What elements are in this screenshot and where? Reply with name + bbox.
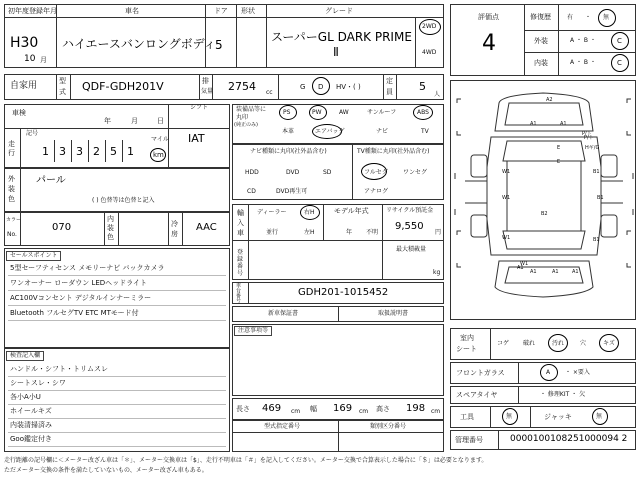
navi-hdd: HDD xyxy=(245,169,259,176)
damage-mark: P/ト xyxy=(582,131,592,137)
equip-title-2: 丸印 xyxy=(236,114,249,121)
damage-mark: B1 xyxy=(593,237,600,243)
exterior-grade-value: C xyxy=(617,37,622,45)
height-label: 高さ xyxy=(376,405,390,413)
height-value: 198 xyxy=(406,403,426,414)
damage-mark: A1 xyxy=(552,269,559,275)
model-year-label: モデル年式 xyxy=(334,207,369,215)
equip-tv: TV xyxy=(421,128,429,135)
score-value: 4 xyxy=(482,31,496,56)
glass-label: フロントガラス xyxy=(456,369,505,377)
damage-mark: W1 xyxy=(502,195,511,201)
width-label: 幅 xyxy=(310,405,317,413)
equip-pw: PW xyxy=(312,109,322,116)
repair-yes: 有 xyxy=(567,14,574,21)
displacement-value: 2754 xyxy=(228,80,256,93)
reg-year: H30 xyxy=(10,35,39,51)
reg-label-1: 登 xyxy=(237,249,244,256)
tv-oneseg: ワンセグ xyxy=(403,169,428,176)
damage-mark: Hギ/G xyxy=(585,145,600,151)
equip-aw: AW xyxy=(339,109,349,116)
record-label: 記号 xyxy=(26,130,39,137)
reg-month: 10 xyxy=(24,54,36,64)
grade-value-line1: スーパーGL DARK PRIME xyxy=(271,30,412,44)
damage-mark: W1 xyxy=(502,235,511,241)
tools-none: 無 xyxy=(506,413,513,420)
mileage-digit: 1 xyxy=(127,145,134,158)
sales-points-title: セールスポイント xyxy=(6,251,61,261)
jack-none: 無 xyxy=(596,413,603,420)
type-label-2: 式 xyxy=(59,88,66,96)
glass-options: ・ ×要入 xyxy=(565,369,590,376)
jack-label: ジャッキ xyxy=(544,413,572,421)
use-label: 自家用 xyxy=(10,81,38,91)
damage-mark: W1 xyxy=(520,261,529,267)
ext-color-label-3: 色 xyxy=(8,195,15,203)
chassis-label-3: 番 xyxy=(236,293,242,299)
color-code-label: カラー xyxy=(6,217,22,223)
tv-fullseg: フルセグ xyxy=(364,169,388,176)
chassis-code: QDF-GDH201V xyxy=(82,80,164,93)
damage-mark: A2 xyxy=(546,97,553,103)
capacity-value: 5 xyxy=(419,80,426,93)
damage-mark: A1 xyxy=(517,265,524,271)
ext-color-label-1: 外 xyxy=(8,175,15,183)
reg-date-label: 初年度登録年月 xyxy=(8,7,57,15)
seat-hole: 穴 xyxy=(580,340,587,347)
equip-title-1: 装備品等に xyxy=(236,106,267,113)
grade-label: グレード xyxy=(325,7,353,15)
import-left-h: 左H xyxy=(304,229,315,236)
damage-mark: E xyxy=(557,159,561,165)
damage-mark: W1 xyxy=(502,169,511,175)
mileage-digit: 3 xyxy=(59,145,66,158)
repair-none: 無 xyxy=(603,14,610,21)
equip-leather: 本革 xyxy=(282,128,295,135)
import-parallel: 並行 xyxy=(266,229,279,236)
interior-grade-value: C xyxy=(617,59,622,67)
import-label-1: 輸 xyxy=(237,209,244,217)
drive-4wd: 4WD xyxy=(422,49,437,56)
footer-note-1: 走行距離の記号欄に＜メーター改ざん車は「＊」、メーター交換車は「$」、走行不明車は「＃」を記入してください。メーター交換で合算表示した場合に「＄」は必要となります。 xyxy=(4,457,488,464)
damage-mark: A1 xyxy=(530,121,537,127)
exterior-grade-label: 外装 xyxy=(534,37,548,45)
recycle-amount: 9,550 xyxy=(395,221,424,232)
length-unit: cm xyxy=(291,408,301,415)
fuel-g: G xyxy=(300,83,306,91)
owner-manual: 取扱説明書 xyxy=(378,310,409,317)
cap-label: 定 xyxy=(386,77,393,85)
equip-airbag: エアバッグ xyxy=(315,128,345,135)
tools-label: 工具 xyxy=(460,413,474,421)
navi-title: ナビ種類に丸印(社外品含む) xyxy=(250,148,327,155)
disp-label: 排 xyxy=(202,77,209,85)
width-value: 169 xyxy=(333,403,353,414)
inspection-note-line: シートスレ・シワ xyxy=(10,379,66,387)
recycle-yen: 円 xyxy=(435,229,442,236)
inspection-note-line: Goo鑑定付き xyxy=(10,435,52,443)
seat-burn: コゲ xyxy=(497,340,510,347)
mileage-label-1: 走 xyxy=(8,140,15,148)
car-outline-icon xyxy=(451,81,637,321)
damage-mark: A1 xyxy=(572,269,579,275)
ac-label-1: 冷 xyxy=(171,220,178,228)
equip-navi: ナビ xyxy=(376,128,389,135)
exterior-color-value: パール xyxy=(36,175,66,186)
chassis-number: GDH201-1015452 xyxy=(298,287,389,298)
mileage-digit: 1 xyxy=(42,145,49,158)
model-value: ハイエースバンロングボディ xyxy=(62,37,216,51)
import-right-h: 右H xyxy=(304,209,315,216)
ext-color-label-2: 装 xyxy=(8,185,15,193)
navi-dvd: DVD xyxy=(286,169,300,176)
import-label-2: 入 xyxy=(237,219,244,227)
notes-title: 注意事項等 xyxy=(234,326,272,336)
ac-label-2: 房 xyxy=(171,230,178,238)
sales-point-line: AC100Vコンセント デジタルインナーミラー xyxy=(10,294,152,302)
seat-label-1: 室内 xyxy=(460,334,474,342)
reg-label-4: 号 xyxy=(237,270,244,277)
import-label-3: 車 xyxy=(237,229,244,237)
length-label: 長さ xyxy=(236,405,250,413)
navi-sd: SD xyxy=(323,169,332,176)
disp-label-2: 気量 xyxy=(201,88,214,95)
chassis-label-1: 車 xyxy=(236,283,242,289)
km-label: km xyxy=(153,151,164,159)
doors-label: ドア xyxy=(214,7,228,15)
sales-point-line: ワンオーナー ローダウン LEDヘッドライト xyxy=(10,279,147,287)
footer-note-2: ただメーター交換の条件を満たしていないもの、メーター改ざん車もある。 xyxy=(4,467,208,474)
drive-2wd: 2WD xyxy=(422,23,437,30)
max-load-label: 最大積載量 xyxy=(396,246,427,253)
doors-value: 5 xyxy=(215,38,223,52)
exterior-grade-options: A ・ B ・ xyxy=(570,37,596,44)
shape-label: 形状 xyxy=(241,7,255,15)
spare-label: スペアタイヤ xyxy=(456,391,498,399)
tv-analog: アナログ xyxy=(364,188,389,195)
ac-value: AAC xyxy=(196,222,217,233)
capacity-unit: 人 xyxy=(434,91,441,98)
tv-title: TV種類に丸印(社外品含む) xyxy=(357,148,430,155)
insp-year: 年 xyxy=(104,117,111,125)
mileage-label-2: 行 xyxy=(8,149,15,157)
month-unit: 月 xyxy=(40,56,47,64)
int-color-label-3: 色 xyxy=(107,233,114,241)
max-load-unit: kg xyxy=(433,269,441,276)
repair-label: 修復歴 xyxy=(530,13,551,21)
import-dealer: ディーラー xyxy=(257,209,287,216)
inspection-notes-title: 検査記入欄 xyxy=(6,351,44,361)
damage-mark: B1 xyxy=(593,169,600,175)
seat-scratch: キズ xyxy=(603,340,615,347)
color-code-value: 070 xyxy=(52,222,72,233)
inspection-note-line: 各小A小U xyxy=(10,393,41,401)
mileage-digit: 2 xyxy=(93,145,100,158)
inspection-note-line: ホイールキズ xyxy=(10,407,52,415)
inspection-note-line: ハンドル・シフト・トリムスレ xyxy=(10,365,108,373)
chassis-label-2: 台 xyxy=(236,288,242,294)
tools-block xyxy=(450,406,636,428)
mgmt-number: 0000100108251000094 2 xyxy=(510,434,628,444)
chassis-label-4: 号 xyxy=(236,298,242,304)
equip-abs: ABS xyxy=(417,109,429,116)
cap-label-2: 員 xyxy=(386,88,393,96)
sales-point-line: 5型セーフティセンス メモリーナビ バックカメラ xyxy=(10,264,165,272)
length-value: 469 xyxy=(262,403,282,414)
width-unit: cm xyxy=(359,408,369,415)
int-color-label-1: 内 xyxy=(107,215,114,223)
score-label: 評価点 xyxy=(478,13,499,21)
seat-tear: 破れ xyxy=(523,340,536,347)
spare-options: ・ 修理KIT ・ 欠 xyxy=(540,391,586,398)
damage-mark: P/ト xyxy=(584,135,594,141)
sales-point-line: Bluetooth フルセグTV ETC MTモード付 xyxy=(10,309,139,317)
mileage-digit: 5 xyxy=(110,145,117,158)
color-swap-note: ( ) 色替等は色替と記入 xyxy=(92,197,155,204)
cc-unit: cc xyxy=(266,89,273,96)
mgmt-label: 管理番号 xyxy=(455,436,483,444)
damage-mark: B1 xyxy=(597,195,604,201)
interior-grade-options: A ・ B ・ xyxy=(570,59,596,66)
shift-label: シフト xyxy=(190,104,209,111)
damage-mark: B2 xyxy=(541,211,548,217)
damage-mark: E xyxy=(557,145,561,151)
insp-month: 月 xyxy=(131,117,138,125)
recycle-label: リサイクル預託金 xyxy=(386,207,434,214)
int-color-label-2: 装 xyxy=(107,224,114,232)
damage-diagram xyxy=(450,80,636,320)
class-no-label: 類別区分番号 xyxy=(370,423,407,430)
reg-label-2: 録 xyxy=(237,256,244,263)
equip-sunroof: サンルーフ xyxy=(367,109,397,116)
reg-label-3: 番 xyxy=(237,263,244,270)
shift-value: IAT xyxy=(188,132,205,145)
model-spec-label: 型式指定番号 xyxy=(264,423,301,430)
equip-title-3: (純正のみ) xyxy=(234,122,258,128)
equip-ps: PS xyxy=(283,109,291,116)
mile-label: マイル xyxy=(151,136,169,143)
model-year-unit: 年 xyxy=(346,229,353,236)
seat-label-2: シート xyxy=(456,345,477,353)
inspection-note-line: 内装清掃済み xyxy=(10,421,52,429)
interior-grade-label: 内装 xyxy=(534,59,548,67)
navi-cd: CD xyxy=(247,188,256,195)
damage-mark: A1 xyxy=(560,121,567,127)
mileage-digit: 3 xyxy=(76,145,83,158)
type-label: 型 xyxy=(59,77,66,85)
inspection-label: 車検 xyxy=(12,109,26,117)
height-unit: cm xyxy=(431,408,441,415)
model-name-label: 車名 xyxy=(125,7,139,15)
damage-mark: A1 xyxy=(530,269,537,275)
color-code-label-2: No. xyxy=(7,231,17,238)
fuel-d: D xyxy=(318,83,324,91)
grade-value-line2: Ⅱ xyxy=(333,45,339,59)
fuel-hv: HV・( ) xyxy=(336,83,361,91)
new-car-warranty: 新車保証書 xyxy=(268,310,299,317)
glass-grade: A xyxy=(546,369,551,376)
model-year-unknown: 不明 xyxy=(366,229,379,236)
seat-dirt: 汚れ xyxy=(552,340,565,347)
navi-dvd-play: DVD再生可 xyxy=(276,188,308,195)
insp-day: 日 xyxy=(157,117,164,125)
